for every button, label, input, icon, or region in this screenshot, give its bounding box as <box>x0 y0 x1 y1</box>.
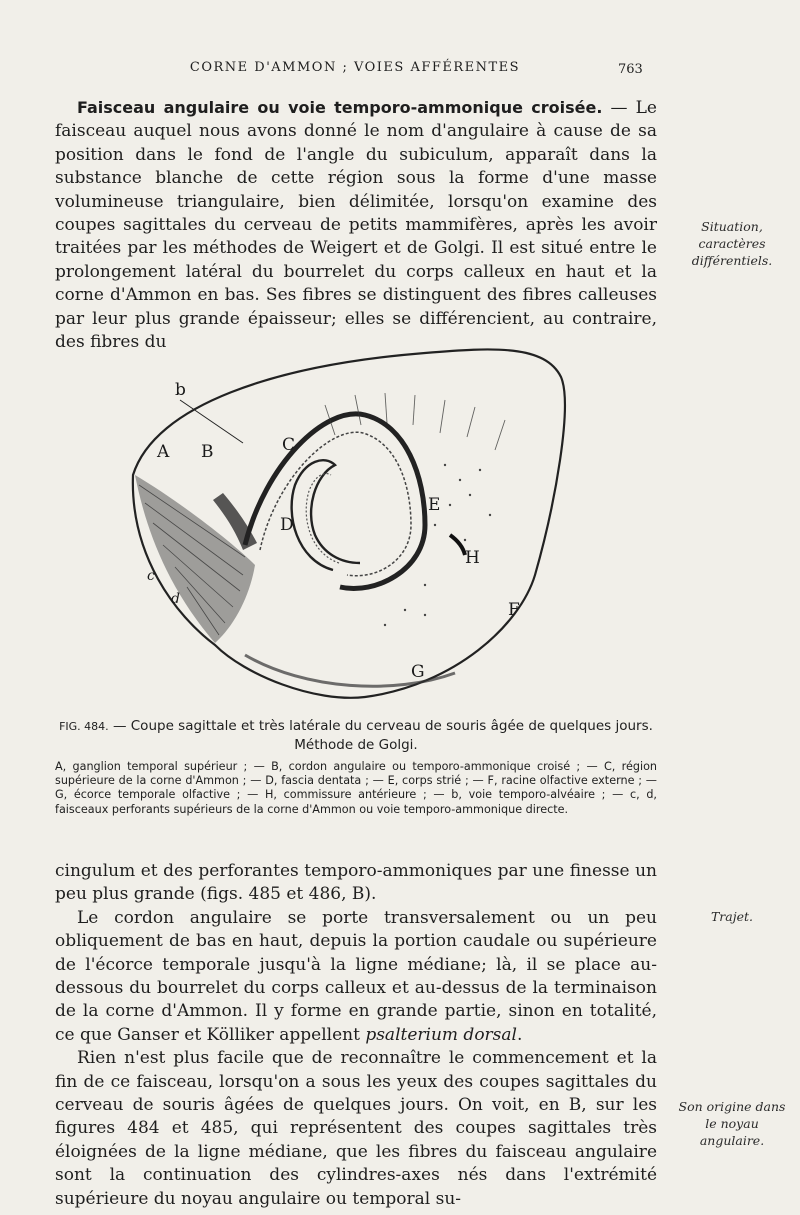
running-title: CORNE D'AMMON ; VOIES AFFÉRENTES <box>189 60 521 75</box>
brain-section-drawing <box>125 325 585 705</box>
margin-note-trajet: Trajet. <box>710 909 754 924</box>
label-C: C <box>282 435 296 455</box>
ganglion-region <box>135 475 255 643</box>
caption-title-text: — Coupe sagittale et très latérale du cerveau de souris âgée de quelques jours. Méthode de Golgi. <box>108 718 653 753</box>
anterior-commissure <box>450 535 465 555</box>
figure-caption <box>55 717 657 817</box>
paragraph-origine: Rien n'est plus facile que de reconnaître le commencement et la fin de ce faisceau, lorsqu'on a sous les yeux des coupes sagittales du cerveau de souris âgées de quelques jours. On voit, en B, sur les figures 484 et 485, qui représentent des coupes sagittales très éloignées de la ligne médiane, que les fibres du faisceau angulaire sont la continuation des cylindres-axes nés dans l'extrémité supérieure du noyau angulaire ou temporal su- <box>55 1048 657 1209</box>
figure-484 <box>125 325 585 705</box>
paragraph-heading: Faisceau angulaire ou voie temporo-ammonique croisée. <box>77 98 603 117</box>
ammon-horn <box>245 414 425 589</box>
margin-note-origine: Son origine dans le noyau angulaire. <box>678 1099 786 1148</box>
label-E: E <box>428 495 441 515</box>
label-c: c <box>147 568 155 584</box>
caption-title <box>55 717 657 754</box>
paragraph-continuation: cingulum et des perforantes temporo-ammoniques par une finesse un peu plus grande (figs. 485 et 486, B). <box>55 861 657 905</box>
paragraph-trajet-text: Le cordon angulaire se porte transversalement ou un peu obliquement de bas en haut, depuis la portion caudale ou supérieure de l'écorce temporale jusqu'à la ligne médiane; là, il se place au-dessous du bourrelet du corps calleux et au-dessus de la terminaison de la corne d'Ammon. Il y forme en grande partie, sinon en totalité, ce que Ganser et Kölliker appellent <box>55 907 657 1045</box>
paragraph-trajet-end: . <box>516 1024 523 1045</box>
fascia-dentata <box>292 460 360 570</box>
label-H: H <box>465 548 480 568</box>
label-F: F <box>508 600 520 620</box>
paragraph-text: — Le faisceau auquel nous avons donné le nom d'angulaire à cause de sa position dans le fond de l'angle du subiculum, apparaît dans la substance blanche de cette région sous la forme d'une masse volumineuse triangulaire, bien délimitée, lorsqu'on examine des coupes sagittales du cerveau de petits mammifères, après les avoir traitées par les méthodes de Weigert et de Golgi. Il est situé entre le prolongement latéral du bourrelet du corps calleux en haut et la corne d'Ammon en bas. Ses fibres se distinguent des fibres calleuses par leur plus grande épaisseur; elles se différencient, au contraire, des fibres du <box>55 98 657 353</box>
paragraph-trajet <box>55 907 657 1047</box>
label-D: D <box>280 515 294 535</box>
label-G: G <box>411 662 425 682</box>
figure-number: FIG. 484. <box>59 720 109 733</box>
label-B: B <box>201 442 214 462</box>
psalterium-term: psalterium dorsal <box>365 1024 517 1045</box>
bottom-paragraphs <box>55 860 657 1211</box>
margin-note-situation: Situation, caractères différentiels. <box>691 219 773 268</box>
label-A: A <box>157 442 170 462</box>
top-paragraph <box>55 96 657 354</box>
page-number: 763 <box>618 62 643 77</box>
label-b: b <box>175 380 186 400</box>
caption-legend: A, ganglion temporal supérieur ; — B, cordon angulaire ou temporo-ammonique croisé ; — C, région supérieure de la corne d'Ammon ; — D, fascia dentata ; — E, corps strié ; — F, racine olfactive externe ; — G, écorce temporale olfactive ; — H, commissure antérieure ; — b, voie temporo-alvéaire ; — c, d, faisceaux perforants supérieurs de la corne d'Ammon ou voie temporo-ammonique directe. <box>55 760 657 816</box>
label-d: d <box>171 591 180 607</box>
